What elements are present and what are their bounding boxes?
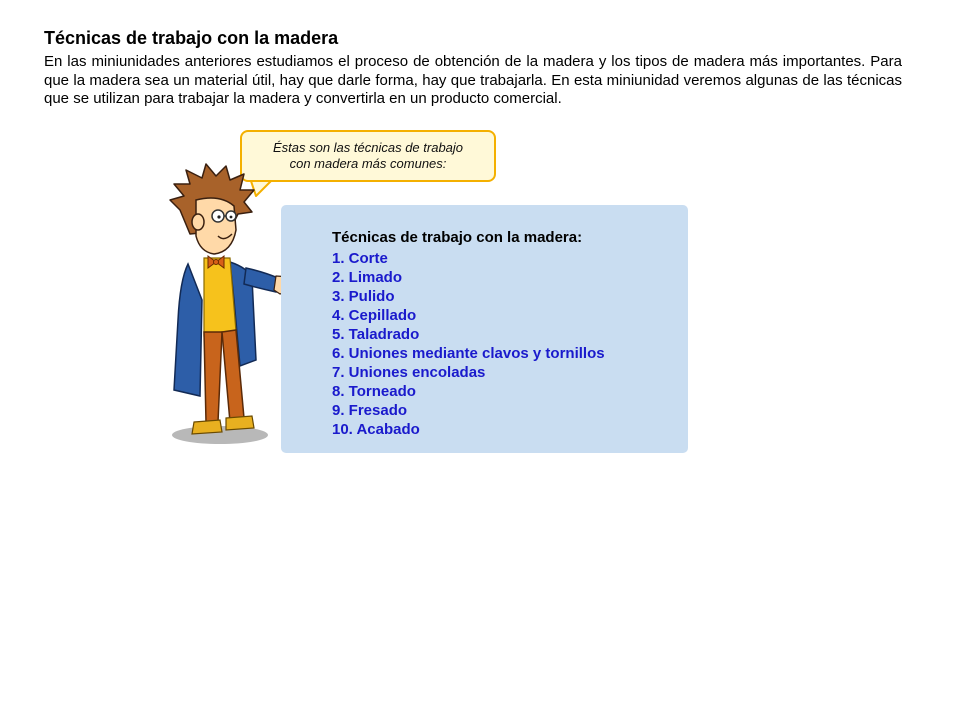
techniques-list (332, 249, 605, 439)
list-item: 4. Cepillado (332, 307, 417, 324)
speech-bubble-line-2: con madera más comunes: (289, 156, 447, 171)
list-item: 10. Acabado (332, 421, 420, 438)
list-item: 2. Limado (332, 269, 403, 286)
techniques-panel (281, 205, 688, 453)
list-item: 3. Pulido (332, 288, 395, 305)
list-item: 6. Uniones mediante clavos y tornillos (332, 345, 605, 362)
list-item: 9. Fresado (332, 402, 408, 419)
list-item: 7. Uniones encoladas (332, 364, 486, 381)
list-item: 5. Taladrado (332, 326, 420, 343)
techniques-panel-title: Técnicas de trabajo con la madera: (332, 229, 583, 246)
list-item: 1. Corte (332, 250, 388, 267)
speech-bubble-line-1: Éstas son las técnicas de trabajo (272, 140, 464, 155)
list-item: 8. Torneado (332, 383, 416, 400)
page-title: Técnicas de trabajo con la madera (44, 28, 339, 48)
intro-paragraph: En las miniunidades anteriores estudiamos el proceso de obtención de la madera y los tipos de madera más importantes. Para que la madera sea un material útil, hay que darle forma, hay que trabajarla. En esta miniunidad veremos algunas de las técnicas que se utilizan para trabajar la madera y convertirla en un producto comercial. (44, 53, 902, 107)
